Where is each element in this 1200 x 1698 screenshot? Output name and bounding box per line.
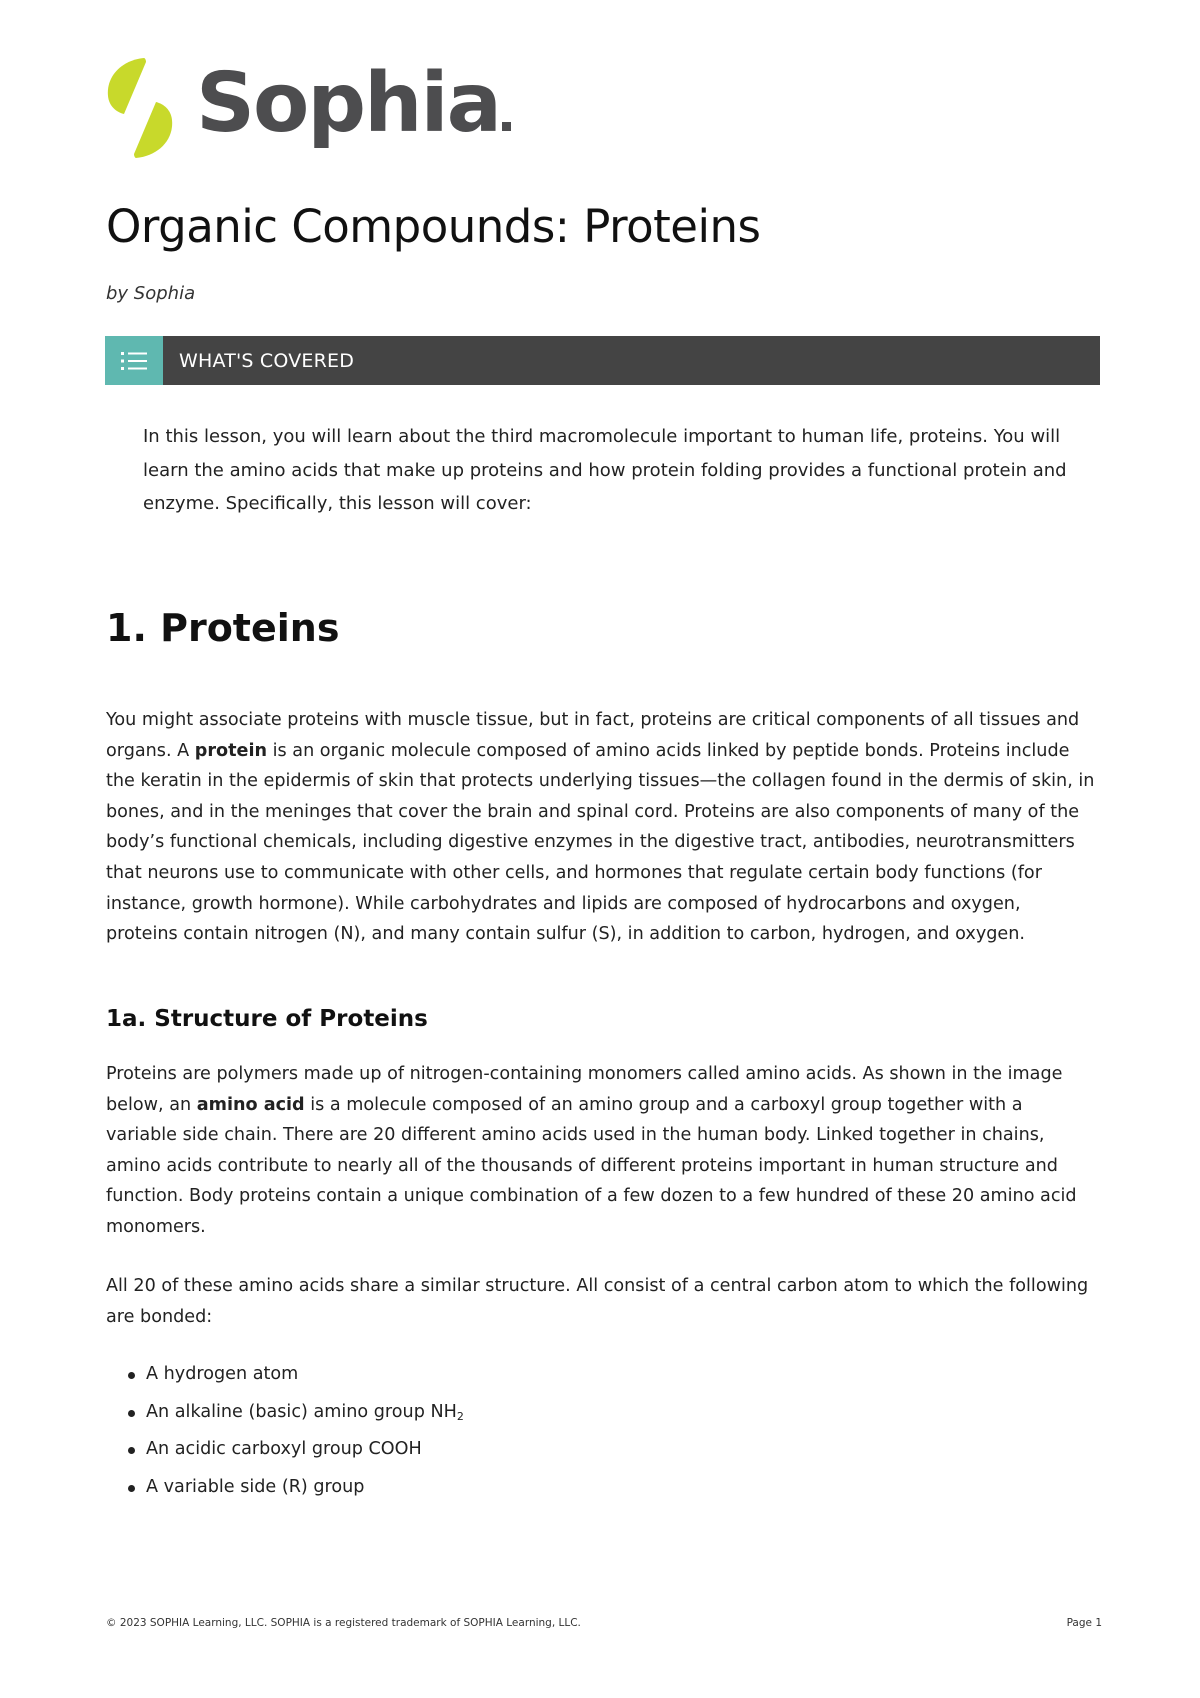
bullet-icon (128, 1447, 135, 1454)
term-protein: protein (194, 740, 268, 761)
list-item (106, 1469, 464, 1507)
list-item (106, 1394, 464, 1432)
bullet-icon (128, 1485, 135, 1492)
text-run: You might associate proteins with muscle tissue, but in fact, proteins are critical components of all tissues and organs. A (106, 710, 1080, 761)
term-amino-acid: amino acid (196, 1094, 305, 1115)
structure-paragraph-1 (106, 1059, 1096, 1243)
bonded-groups-list (106, 1356, 464, 1506)
list-icon (120, 349, 148, 373)
logo-wordmark: Sophia (196, 63, 511, 145)
whats-covered-label: WHAT'S COVERED (179, 349, 355, 372)
subsection-heading-structure: 1a. Structure of Proteins (106, 1006, 428, 1032)
text-run: is a molecule composed of an amino group and a carboxyl group together with a variable side chain. There are 20 different amino acids used in the human body. Linked together in chains, amino acids contribute to nearly all of the thousands of different proteins important in human structure and function. Body proteins contain a unique combination of a few dozen to a few hundred of these 20 amino acid monomers. (106, 1094, 1077, 1237)
text-run: Proteins are polymers made up of nitrogen-containing monomers called amino acids. As shown in the image below, an (106, 1064, 1063, 1115)
sophia-logo-mark-icon (104, 56, 176, 160)
list-item (106, 1356, 464, 1394)
byline: by Sophia (106, 283, 196, 304)
section-heading-proteins: 1. Proteins (106, 606, 340, 650)
footer-copyright: © 2023 SOPHIA Learning, LLC. SOPHIA is a registered trademark of SOPHIA Learning, LLC. (106, 1617, 581, 1629)
text-run: is an organic molecule composed of amino acids linked by peptide bonds. Proteins include the keratin in the epidermis of skin that protects underlying tissues—the collagen found in the dermis of skin, in bones, and in the meninges that cover the brain and spinal cord. Proteins are also components of many of the body’s functional chemicals, including digestive enzymes in the digestive tract, antibodies, neurotransmitters that neurons use to communicate with other cells, and hormones that regulate certain body functions (for instance, growth hormone). While carbohydrates and lipids are composed of hydrocarbons and oxygen, proteins contain nitrogen (N), and many contain sulfur (S), in addition to carbon, hydrogen, and oxygen. (106, 740, 1095, 945)
page-title: Organic Compounds: Proteins (106, 200, 761, 253)
whats-covered-header (105, 336, 1100, 385)
structure-paragraph-2: All 20 of these amino acids share a similar structure. All consist of a central carbon atom to which the following are bonded: (106, 1276, 1089, 1327)
list-item-text: An acidic carboxyl group COOH (146, 1439, 422, 1459)
list-item-text: An alkaline (basic) amino group NH (146, 1401, 457, 1422)
bullet-icon (128, 1410, 135, 1417)
whats-covered-icon-box (105, 336, 163, 385)
whats-covered-text: In this lesson, you will learn about the third macromolecule important to human life, proteins. You will learn the amino acids that make up proteins and how protein folding provides a functional protein and enzyme. Specifically, this lesson will cover: (143, 426, 1067, 514)
logo-dot (502, 122, 511, 131)
list-item-text: A hydrogen atom (146, 1364, 299, 1384)
bullet-icon (128, 1372, 135, 1379)
list-item-text: A variable side (R) group (146, 1476, 365, 1497)
list-item (106, 1431, 464, 1469)
subscript: 2 (456, 1409, 464, 1423)
footer-page-number: Page 1 (1066, 1617, 1102, 1629)
sophia-logo (104, 56, 511, 160)
proteins-paragraph (106, 705, 1096, 950)
